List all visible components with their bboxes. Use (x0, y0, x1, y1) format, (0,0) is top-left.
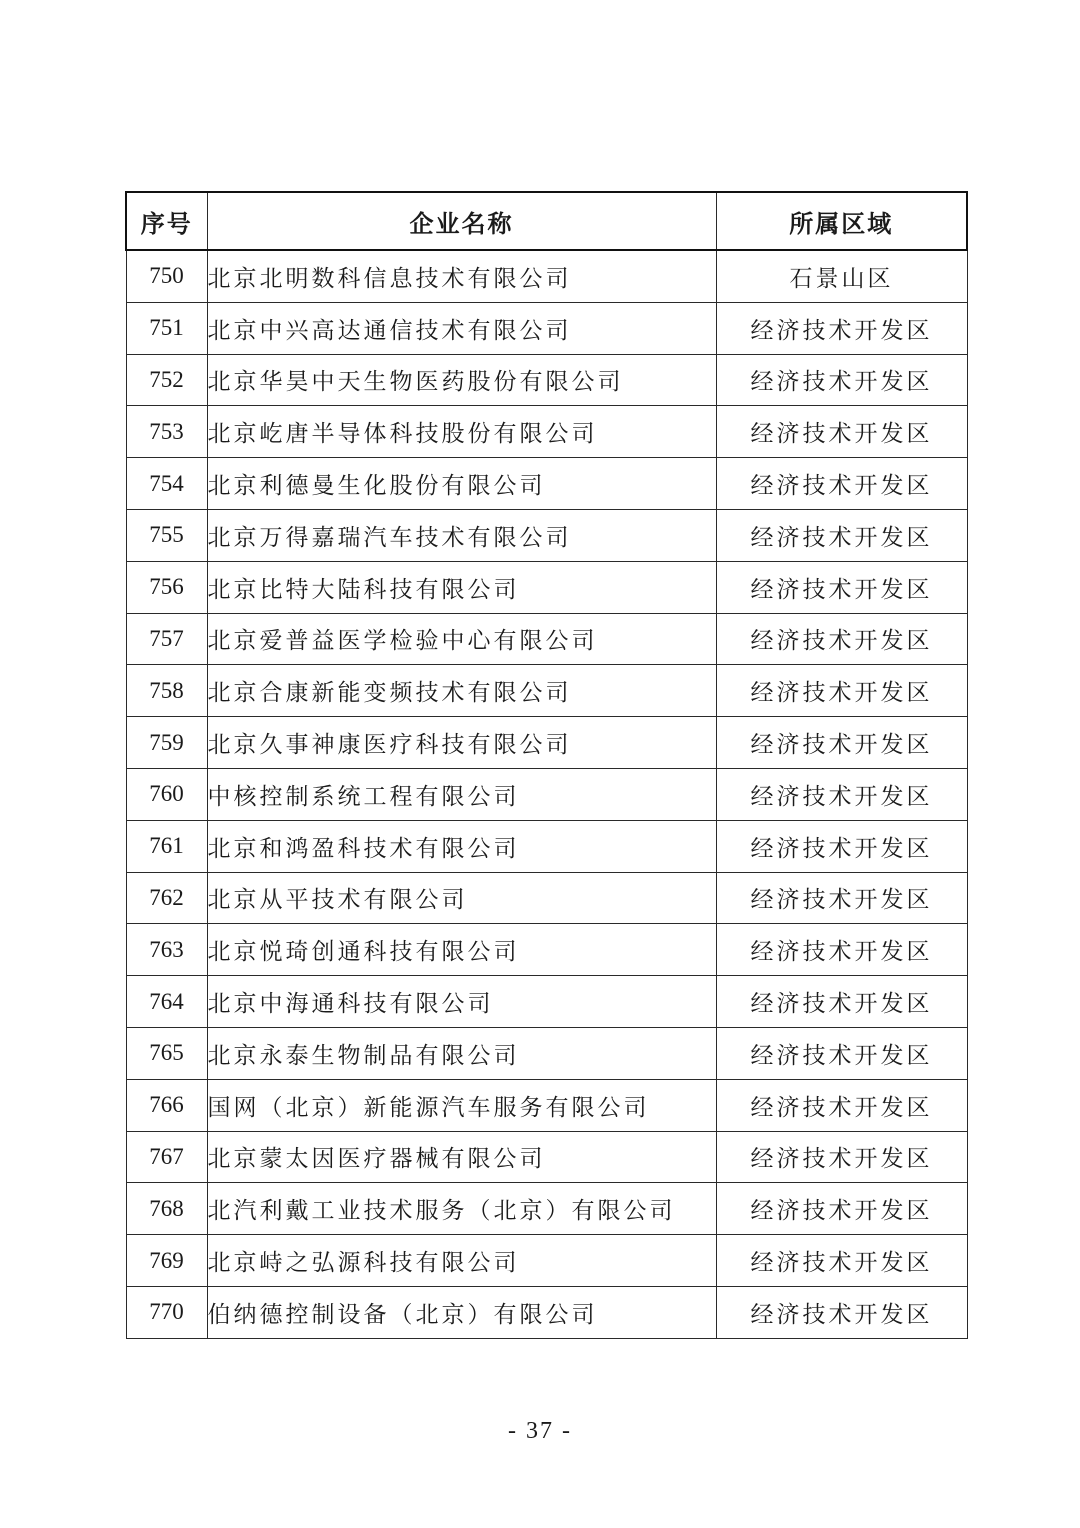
row-index: 754 (126, 458, 207, 510)
region-name: 经济技术开发区 (716, 613, 967, 665)
enterprise-name: 北京屹唐半导体科技股份有限公司 (207, 406, 716, 458)
row-index: 767 (126, 1131, 207, 1183)
header-row (126, 192, 967, 250)
enterprise-name: 北京利德曼生化股份有限公司 (207, 458, 716, 510)
header-index: 序号 (126, 192, 207, 250)
row-index: 765 (126, 1027, 207, 1079)
table-row (126, 509, 967, 561)
enterprise-name: 北京蒙太因医疗器械有限公司 (207, 1131, 716, 1183)
enterprise-name: 北京悦琦创通科技有限公司 (207, 924, 716, 976)
header-enterprise-name: 企业名称 (207, 192, 716, 250)
enterprise-name: 北京北明数科信息技术有限公司 (207, 250, 716, 302)
row-index: 768 (126, 1183, 207, 1235)
region-name: 经济技术开发区 (716, 872, 967, 924)
region-name: 经济技术开发区 (716, 406, 967, 458)
table-row (126, 768, 967, 820)
header-region: 所属区域 (716, 192, 967, 250)
row-index: 766 (126, 1079, 207, 1131)
region-name: 经济技术开发区 (716, 976, 967, 1028)
table-row (126, 354, 967, 406)
table-row (126, 1286, 967, 1338)
table-row (126, 976, 967, 1028)
enterprise-name: 国网（北京）新能源汽车服务有限公司 (207, 1079, 716, 1131)
enterprise-name: 北京永泰生物制品有限公司 (207, 1027, 716, 1079)
row-index: 752 (126, 354, 207, 406)
table-row (126, 1131, 967, 1183)
row-index: 770 (126, 1286, 207, 1338)
enterprise-name: 北京爱普益医学检验中心有限公司 (207, 613, 716, 665)
table-row (126, 924, 967, 976)
table-row (126, 561, 967, 613)
table-row (126, 665, 967, 717)
enterprise-name: 北京从平技术有限公司 (207, 872, 716, 924)
region-name: 经济技术开发区 (716, 717, 967, 769)
row-index: 760 (126, 768, 207, 820)
enterprise-name: 北京合康新能变频技术有限公司 (207, 665, 716, 717)
region-name: 经济技术开发区 (716, 509, 967, 561)
table-row (126, 1079, 967, 1131)
table-row (126, 1027, 967, 1079)
region-name: 经济技术开发区 (716, 924, 967, 976)
region-name: 经济技术开发区 (716, 1079, 967, 1131)
table-row (126, 820, 967, 872)
enterprise-name: 北京峙之弘源科技有限公司 (207, 1235, 716, 1287)
table-header (126, 192, 967, 250)
table-row (126, 717, 967, 769)
region-name: 经济技术开发区 (716, 302, 967, 354)
region-name: 经济技术开发区 (716, 1235, 967, 1287)
row-index: 750 (126, 250, 207, 302)
row-index: 769 (126, 1235, 207, 1287)
row-index: 763 (126, 924, 207, 976)
enterprise-name: 北京和鸿盈科技术有限公司 (207, 820, 716, 872)
enterprise-name: 北京华昊中天生物医药股份有限公司 (207, 354, 716, 406)
table-row (126, 872, 967, 924)
row-index: 762 (126, 872, 207, 924)
region-name: 经济技术开发区 (716, 1027, 967, 1079)
enterprise-name: 北京中海通科技有限公司 (207, 976, 716, 1028)
region-name: 经济技术开发区 (716, 1286, 967, 1338)
enterprise-table (125, 191, 968, 1339)
row-index: 756 (126, 561, 207, 613)
region-name: 经济技术开发区 (716, 665, 967, 717)
table-row (126, 613, 967, 665)
table-body (126, 250, 967, 1338)
enterprise-name: 北京中兴高达通信技术有限公司 (207, 302, 716, 354)
enterprise-name: 北京比特大陆科技有限公司 (207, 561, 716, 613)
enterprise-name: 北汽利戴工业技术服务（北京）有限公司 (207, 1183, 716, 1235)
row-index: 764 (126, 976, 207, 1028)
row-index: 758 (126, 665, 207, 717)
region-name: 经济技术开发区 (716, 561, 967, 613)
table-row (126, 1235, 967, 1287)
table-row (126, 406, 967, 458)
page-number: - 37 - (508, 1418, 572, 1444)
region-name: 石景山区 (716, 250, 967, 302)
row-index: 759 (126, 717, 207, 769)
row-index: 757 (126, 613, 207, 665)
region-name: 经济技术开发区 (716, 458, 967, 510)
row-index: 761 (126, 820, 207, 872)
region-name: 经济技术开发区 (716, 768, 967, 820)
region-name: 经济技术开发区 (716, 354, 967, 406)
region-name: 经济技术开发区 (716, 1131, 967, 1183)
enterprise-name: 伯纳德控制设备（北京）有限公司 (207, 1286, 716, 1338)
table-row (126, 458, 967, 510)
row-index: 753 (126, 406, 207, 458)
enterprise-name: 北京万得嘉瑞汽车技术有限公司 (207, 509, 716, 561)
row-index: 755 (126, 509, 207, 561)
table-row (126, 302, 967, 354)
region-name: 经济技术开发区 (716, 820, 967, 872)
enterprise-name: 中核控制系统工程有限公司 (207, 768, 716, 820)
region-name: 经济技术开发区 (716, 1183, 967, 1235)
table-row (126, 250, 967, 302)
row-index: 751 (126, 302, 207, 354)
enterprise-name: 北京久事神康医疗科技有限公司 (207, 717, 716, 769)
table-row (126, 1183, 967, 1235)
